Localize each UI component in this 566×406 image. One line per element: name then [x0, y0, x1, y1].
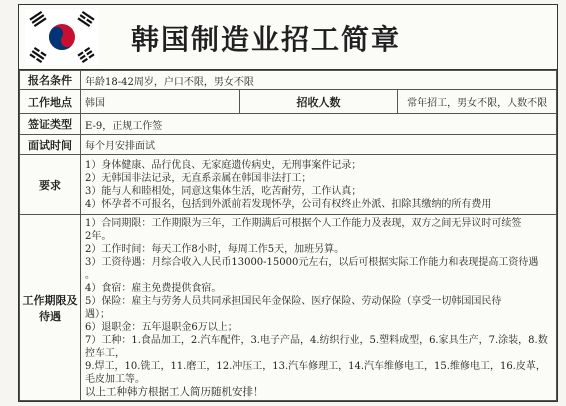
benefit-line: 5）保险：雇主与劳务人员共同承担国民年金保险、医疗保险、劳动保险（享受一切韩国国民待 [85, 295, 502, 307]
requirements-value: 年龄18-42周岁，户口不限，男女不限 [81, 71, 557, 90]
row-requirements [20, 71, 557, 90]
benefits-label-line2: 待遇 [39, 309, 61, 323]
benefit-line: 1）合同期限：工作期限为三年，工作期满后可根据个人工作能力及表现，双方之间无异议时可续签 [85, 217, 522, 229]
headcount-value: 常年招工，男女不限，人数不限 [398, 90, 557, 114]
benefits-label-line1: 工作期限及 [22, 293, 78, 307]
benefit-line: 9.焊工，10.铣工，11.磨工，12.冲压工，13.汽车修理工，14.汽车维修电工，15.维修电工，16.皮革，毛皮加工等。 [85, 360, 546, 385]
closing-note: 以上工种韩方根据工人简历随机安排！ [85, 385, 264, 398]
demand-line: 2）无韩国非法记录，无直系亲属在韩国非法打工； [85, 172, 312, 184]
headcount-label: 招收人数 [239, 90, 398, 114]
benefits-value [81, 215, 557, 401]
demand-line: 1）身体健康、品行优良、无家庭遗传病史，无刑事案件记录； [85, 159, 362, 171]
location-label: 工作地点 [20, 90, 81, 114]
benefit-line: 7）工种：1.食品加工，2.汽车配件，3.电子产品，4.纺织行业，5.塑料成型，6.家具生产，7.涂装，8.数控车工， [85, 334, 548, 359]
benefit-line: 6）退职金：五年退职金6万以上； [85, 321, 238, 333]
benefit-line: 。 [85, 269, 95, 281]
demands-label: 要求 [20, 155, 81, 215]
benefits-label [20, 215, 81, 401]
requirements-label: 报名条件 [20, 71, 81, 90]
row-visa [20, 114, 557, 135]
header [19, 5, 557, 70]
location-value: 韩国 [81, 90, 240, 114]
row-interview [20, 135, 557, 155]
info-table [19, 70, 557, 401]
benefit-line: 2年。 [85, 230, 112, 242]
demand-line: 4）怀孕者不可报名，包括到外派前若发现怀孕，公司有权终止外派、扣除其缴纳的所有费用 [85, 198, 492, 210]
interview-label: 面试时间 [20, 135, 81, 155]
row-benefits [20, 215, 557, 401]
visa-label: 签证类型 [20, 114, 81, 135]
demands-value [81, 155, 557, 215]
row-demands [20, 155, 557, 215]
interview-value: 每个月安排面试 [81, 135, 557, 155]
visa-value: E-9，正规工作签 [81, 114, 557, 135]
benefit-line: 4）食宿：雇主免费提供食宿。 [85, 282, 222, 294]
benefit-line: 遇）； [85, 308, 110, 320]
recruitment-sheet [18, 4, 558, 402]
benefit-line: 2）工作时间：每天工作8小时，每周工作5天，加班另算。 [85, 243, 345, 255]
row-location [20, 90, 557, 114]
benefit-line: 3）工资待遇：月综合收入人民币13000-15000元左右，以后可根据实际工作能力和表现提高工资待遇 [85, 256, 539, 268]
demand-line: 3）能与人和睦相处，同意这集体生活，吃苦耐劳，工作认真； [85, 185, 362, 197]
page-title: 韩国制造业招工简章 [131, 23, 402, 56]
korean-flag-icon [25, 9, 99, 65]
